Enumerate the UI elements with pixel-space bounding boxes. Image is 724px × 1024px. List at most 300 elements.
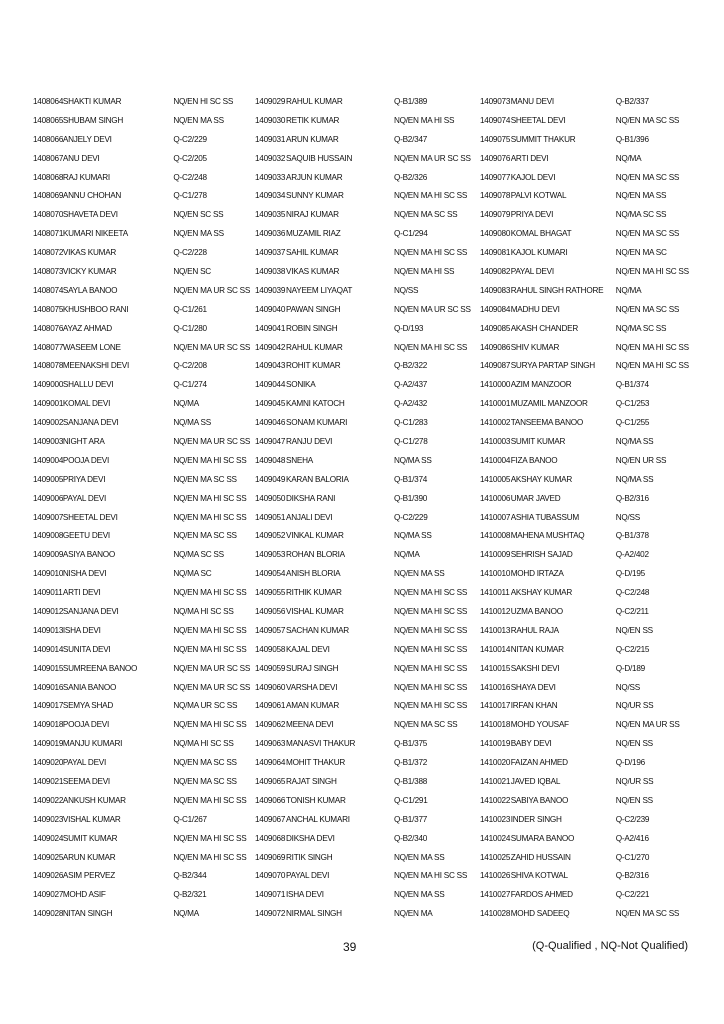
roll-number: 1409057	[255, 625, 286, 635]
roll-number: 1409064	[255, 758, 286, 768]
result-status: NQ/EN MA SS	[173, 229, 224, 239]
candidate-name: POOJA DEVI	[62, 455, 110, 465]
candidate-name: MEENA DEVI	[286, 720, 334, 730]
table-row	[255, 734, 480, 753]
candidate-name: ROBIN SINGH	[286, 323, 338, 333]
roll-number: 1409003	[33, 436, 63, 446]
result-status: Q-A2/416	[615, 833, 649, 843]
roll-number: 1410008	[480, 531, 511, 541]
table-row	[255, 829, 480, 848]
candidate-name: NIGHT ARA	[62, 436, 105, 446]
result-status: NQ/MA	[173, 399, 199, 409]
result-status: Q-C1/278	[394, 436, 428, 446]
candidate-name: SEEMA DEVI	[62, 777, 110, 786]
table-row	[480, 734, 693, 753]
result-status: NQ/EN MA UR SC SS	[173, 342, 251, 352]
table-row	[33, 508, 255, 527]
candidate-name: GEETU DEVI	[62, 531, 110, 541]
table-row	[480, 640, 693, 659]
candidate-name: ANJALI DEVI	[286, 512, 333, 522]
table-row	[33, 904, 255, 923]
candidate-name: AYAZ AHMAD	[62, 323, 112, 333]
candidate-name: MEENAKSHI DEVI	[62, 361, 129, 371]
roll-number: 1410022	[480, 795, 511, 805]
result-status: NQ/EN MA	[394, 909, 433, 919]
roll-number: 1409031	[255, 134, 286, 144]
result-status: Q-B1/389	[394, 96, 428, 106]
table-row	[255, 149, 480, 168]
table-row	[255, 432, 480, 451]
candidate-name: MOHD IRTAZA	[510, 569, 564, 579]
candidate-name: ARTI DEVI	[62, 588, 101, 598]
roll-number: 1409021	[33, 777, 63, 786]
result-status: Q-B2/322	[394, 361, 428, 371]
table-row	[255, 848, 480, 867]
candidate-name: MUZAMIL MANZOOR	[510, 399, 588, 409]
result-status: Q-B1/378	[615, 531, 649, 541]
result-status: NQ/EN MA HI SC SS	[173, 720, 247, 730]
candidate-name: KAMNI KATOCH	[286, 399, 345, 409]
table-row	[33, 545, 255, 564]
roll-number: 1409030	[255, 115, 286, 125]
roll-number: 1408071	[33, 229, 63, 239]
candidate-name: PRIYA DEVI	[62, 474, 106, 484]
table-row	[480, 92, 693, 111]
result-status: NQ/EN MA HI SC SS	[394, 625, 468, 635]
roll-number: 1410013	[480, 625, 511, 635]
table-row	[480, 130, 693, 149]
result-status: Q-B2/321	[173, 890, 207, 900]
table-row	[255, 904, 480, 923]
roll-number: 1409081	[480, 248, 511, 258]
table-row	[33, 829, 255, 848]
roll-number: 1410006	[480, 493, 511, 503]
table-row	[480, 168, 693, 187]
table-row	[33, 356, 255, 375]
candidate-name: RAJAT SINGH	[286, 777, 337, 786]
candidate-name: SANIA BANOO	[62, 682, 117, 692]
table-row	[480, 111, 693, 130]
roll-number: 1410016	[480, 682, 511, 692]
candidate-name: PALVI KOTWAL	[510, 191, 567, 201]
roll-number: 1410028	[480, 909, 511, 919]
roll-number: 1409006	[33, 493, 63, 503]
roll-number: 1409066	[255, 795, 286, 805]
table-row	[480, 829, 693, 848]
roll-number: 1409040	[255, 304, 286, 314]
table-row	[33, 489, 255, 508]
table-row	[480, 432, 693, 451]
result-status: Q-C2/229	[394, 512, 428, 522]
roll-number: 1410000	[480, 380, 511, 390]
table-row	[480, 375, 693, 394]
roll-number: 1409033	[255, 172, 286, 182]
table-row	[33, 564, 255, 583]
result-status: Q-C1/291	[394, 795, 428, 805]
table-row	[255, 564, 480, 583]
candidate-name: RETIK KUMAR	[286, 115, 340, 125]
roll-number: 1410002	[480, 418, 511, 428]
candidate-name: ASIM PERVEZ	[62, 871, 116, 881]
result-status: Q-B1/374	[394, 474, 428, 484]
candidate-name: UMAR JAVED	[510, 493, 561, 503]
table-row	[480, 281, 693, 300]
table-row	[480, 904, 693, 923]
table-row	[255, 451, 480, 470]
table-row	[255, 583, 480, 602]
result-status: NQ/EN MA SS	[394, 569, 445, 579]
roll-number: 1408068	[33, 172, 63, 182]
result-status: NQ/MA SC SS	[615, 210, 667, 220]
table-row	[255, 413, 480, 432]
candidate-name: SUMREENA BANOO	[62, 663, 138, 673]
roll-number: 1410005	[480, 474, 511, 484]
table-row	[480, 885, 693, 904]
candidate-name: MAHENA MUSHTAQ	[510, 531, 585, 541]
candidate-name: ANNU CHOHAN	[62, 191, 122, 201]
table-row	[255, 186, 480, 205]
candidate-name: SNEHA	[286, 455, 313, 465]
table-row	[255, 319, 480, 338]
roll-number: 1409065	[255, 777, 286, 786]
table-row	[33, 432, 255, 451]
roll-number: 1409023	[33, 814, 63, 824]
candidate-name: NITAN KUMAR	[510, 644, 564, 654]
result-status: NQ/MA	[615, 285, 642, 295]
table-row	[255, 281, 480, 300]
roll-number: 1409068	[255, 833, 286, 843]
roll-number: 1408077	[33, 342, 63, 352]
table-row	[480, 224, 693, 243]
result-status: NQ/MA	[394, 550, 420, 560]
result-status: NQ/SS	[394, 285, 419, 295]
roll-number: 1409002	[33, 418, 63, 428]
candidate-name: ISHA DEVI	[286, 890, 324, 900]
roll-number: 1409035	[255, 210, 286, 220]
table-row	[33, 205, 255, 224]
roll-number: 1410023	[480, 814, 511, 824]
roll-number: 1409024	[33, 833, 63, 843]
roll-number: 1409011	[33, 588, 63, 598]
result-status: NQ/EN HI SC SS	[173, 96, 234, 106]
candidate-name: MOHIT THAKUR	[286, 758, 346, 768]
table-row	[33, 715, 255, 734]
roll-number: 1409061	[255, 701, 286, 711]
roll-number: 1409025	[33, 852, 63, 862]
result-status: NQ/MA UR SC SS	[173, 701, 238, 711]
candidate-name: WASEEM LONE	[62, 342, 121, 352]
table-row	[255, 243, 480, 262]
result-status: Q-C2/248	[615, 588, 650, 598]
table-row	[33, 186, 255, 205]
result-status: Q-B2/337	[615, 96, 649, 106]
candidate-name: KOMAL BHAGAT	[510, 229, 572, 239]
result-status: NQ/MA SS	[173, 418, 211, 428]
candidate-name: SHAKTI KUMAR	[62, 96, 122, 106]
roll-number: 1410018	[480, 720, 511, 730]
table-row	[255, 791, 480, 810]
candidate-name: AZIM MANZOOR	[510, 380, 572, 390]
table-row	[33, 621, 255, 640]
table-row	[480, 564, 693, 583]
roll-number: 1409072	[255, 909, 286, 919]
table-row	[255, 92, 480, 111]
candidate-name: SAKSHI DEVI	[510, 663, 560, 673]
table-row	[480, 659, 693, 678]
roll-number: 1409060	[255, 682, 286, 692]
result-status: NQ/EN MA HI SC SS	[615, 361, 689, 371]
candidate-name: SANJANA DEVI	[62, 606, 119, 616]
candidate-name: ISHA DEVI	[62, 625, 101, 635]
table-row	[480, 356, 693, 375]
candidate-name: NIRMAL SINGH	[286, 909, 342, 919]
candidate-name: FAIZAN AHMED	[510, 758, 568, 768]
roll-number: 1408066	[33, 134, 63, 144]
candidate-name: PAYAL DEVI	[286, 871, 330, 881]
candidate-name: SHEETAL DEVI	[62, 512, 118, 522]
candidate-name: FIZA BANOO	[510, 455, 558, 465]
result-status: NQ/EN MA SC SS	[394, 720, 458, 730]
roll-number: 1409059	[255, 663, 286, 673]
candidate-name: NIRAJ KUMAR	[286, 210, 339, 220]
roll-number: 1409028	[33, 909, 63, 919]
result-status: Q-C1/283	[394, 418, 428, 428]
roll-number: 1409032	[255, 153, 286, 163]
result-status: NQ/EN MA HI SC SS	[394, 701, 468, 711]
table-row	[33, 394, 255, 413]
candidate-name: NITAN SINGH	[62, 909, 113, 919]
table-row	[255, 168, 480, 187]
table-row	[33, 413, 255, 432]
result-status: Q-C2/205	[173, 153, 207, 163]
roll-number: 1409005	[33, 474, 63, 484]
table-row	[480, 602, 693, 621]
table-row	[480, 489, 693, 508]
table-row	[33, 697, 255, 716]
result-status: Q-C1/278	[173, 191, 207, 201]
table-row	[255, 772, 480, 791]
roll-number: 1409083	[480, 285, 511, 295]
candidate-name: ROHAN BLORIA	[286, 550, 345, 560]
table-row	[255, 356, 480, 375]
roll-number: 1408076	[33, 323, 63, 333]
result-status: Q-C1/255	[615, 418, 650, 428]
result-status: NQ/UR SS	[615, 701, 654, 711]
candidate-name: RAHUL KUMAR	[286, 96, 343, 106]
roll-number: 1409020	[33, 758, 63, 768]
result-status: NQ/EN MA SS	[173, 115, 224, 125]
result-status: Q-C2/208	[173, 361, 207, 371]
table-row	[255, 678, 480, 697]
roll-number: 1408073	[33, 266, 63, 276]
result-status: Q-B1/372	[394, 758, 428, 768]
roll-number: 1409069	[255, 852, 286, 862]
result-status: NQ/SS	[615, 512, 640, 522]
result-status: NQ/MA	[615, 153, 642, 163]
table-row	[33, 810, 255, 829]
table-row	[480, 867, 693, 886]
table-row	[33, 659, 255, 678]
table-row	[480, 205, 693, 224]
result-status: NQ/EN MA SC	[615, 248, 667, 258]
table-row	[480, 319, 693, 338]
roll-number: 1408075	[33, 304, 63, 314]
candidate-name: AKSHAY KUMAR	[510, 474, 573, 484]
result-status: Q-A2/437	[394, 380, 428, 390]
result-status: NQ/EN MA HI SC SS	[615, 342, 689, 352]
candidate-name: RAHUL SINGH RATHORE	[510, 285, 604, 295]
candidate-name: PAWAN SINGH	[286, 304, 341, 314]
table-row	[480, 451, 693, 470]
candidate-name: SHIVA KOTWAL	[510, 871, 568, 881]
candidate-name: MANU DEVI	[510, 96, 554, 106]
roll-number: 1409051	[255, 512, 286, 522]
candidate-name: ANISH BLORIA	[286, 569, 341, 579]
roll-number: 1409045	[255, 399, 286, 409]
table-row	[33, 92, 255, 111]
roll-number: 1409039	[255, 285, 286, 295]
roll-number: 1409058	[255, 644, 286, 654]
result-status: Q-C2/228	[173, 248, 207, 258]
table-row	[255, 697, 480, 716]
result-status: Q-B2/326	[394, 172, 428, 182]
roll-number: 1408072	[33, 248, 63, 258]
candidate-name: ASIYA BANOO	[62, 550, 116, 560]
roll-number: 1409008	[33, 531, 63, 541]
roll-number: 1410003	[480, 436, 511, 446]
table-row	[480, 621, 693, 640]
candidate-name: SABIYA BANOO	[510, 795, 569, 805]
result-status: NQ/EN MA HI SC SS	[173, 795, 247, 805]
candidate-name: RITIK SINGH	[286, 852, 333, 862]
candidate-name: SURAJ SINGH	[286, 663, 339, 673]
candidate-name: KAJOL KUMARI	[510, 248, 568, 258]
roll-number: 1409067	[255, 814, 286, 824]
result-status: NQ/EN MA HI SC SS	[173, 852, 247, 862]
candidate-name: SHUBAM SINGH	[62, 115, 124, 125]
candidate-name: SEMYA SHAD	[62, 701, 113, 711]
table-row	[480, 715, 693, 734]
result-status: NQ/EN MA HI SC SS	[173, 493, 247, 503]
candidate-name: AKSHAY KUMAR	[510, 588, 573, 598]
result-status: Q-B1/390	[394, 493, 428, 503]
result-status: Q-C1/253	[615, 399, 650, 409]
candidate-name: SHAVETA DEVI	[62, 210, 118, 220]
roll-number: 1409044	[255, 380, 286, 390]
candidate-name: ARUN KUMAR	[62, 852, 116, 862]
candidate-name: UZMA BANOO	[510, 606, 563, 616]
candidate-name: ROHIT KUMAR	[286, 361, 341, 371]
roll-number: 1410025	[480, 852, 511, 862]
legend-note: (Q-Qualified , NQ-Not Qualified)	[532, 940, 688, 952]
result-status: NQ/EN SS	[615, 625, 653, 635]
result-status: NQ/EN SC SS	[173, 210, 224, 220]
table-row	[255, 508, 480, 527]
result-status: NQ/MA SS	[615, 436, 654, 446]
table-row	[33, 791, 255, 810]
candidate-name: ARJUN KUMAR	[286, 172, 343, 182]
result-status: Q-C2/211	[615, 606, 649, 616]
roll-number: 1409001	[33, 399, 63, 409]
roll-number: 1408069	[33, 191, 63, 201]
result-status: Q-B2/316	[615, 493, 649, 503]
roll-number: 1409050	[255, 493, 286, 503]
result-status: Q-B1/375	[394, 739, 428, 749]
candidate-name: SAQUIB HUSSAIN	[286, 153, 353, 163]
candidate-name: SURYA PARTAP SINGH	[510, 361, 595, 371]
roll-number: 1408070	[33, 210, 63, 220]
result-status: NQ/MA SC	[173, 569, 212, 579]
roll-number: 1409009	[33, 550, 63, 560]
result-status: NQ/EN MA HI SC SS	[394, 606, 468, 616]
candidate-name: ANJELY DEVI	[62, 134, 112, 144]
result-status: NQ/EN MA HI SC SS	[173, 833, 247, 843]
result-status: Q-B1/388	[394, 777, 428, 786]
result-status: NQ/EN MA UR SC SS	[394, 153, 471, 163]
roll-number: 1408065	[33, 115, 63, 125]
table-row	[480, 508, 693, 527]
result-status: NQ/MA SS	[394, 455, 432, 465]
result-status: Q-B2/347	[394, 134, 428, 144]
table-row	[33, 168, 255, 187]
candidate-name: POOJA DEVI	[62, 720, 110, 730]
candidate-name: INDER SINGH	[510, 814, 562, 824]
roll-number: 1409079	[480, 210, 511, 220]
result-status: NQ/MA SS	[615, 474, 654, 484]
table-row	[33, 224, 255, 243]
candidate-name: ZAHID HUSSAIN	[510, 852, 571, 862]
candidate-name: SHIV KUMAR	[510, 342, 560, 352]
result-status: NQ/MA	[173, 909, 199, 919]
table-row	[255, 111, 480, 130]
result-status: Q-B1/374	[615, 380, 649, 390]
table-row	[33, 470, 255, 489]
candidate-name: VIKAS KUMAR	[62, 248, 117, 258]
table-row	[255, 205, 480, 224]
result-status: NQ/EN MA HI SS	[394, 115, 455, 125]
table-row	[33, 451, 255, 470]
table-row	[255, 753, 480, 772]
roll-number: 1409004	[33, 455, 63, 465]
candidate-name: SONAM KUMARI	[286, 418, 348, 428]
roll-number: 1410010	[480, 569, 511, 579]
result-status: NQ/EN UR SS	[615, 455, 667, 465]
roll-number: 1408078	[33, 361, 63, 371]
table-row	[480, 545, 693, 564]
candidate-name: DIKSHA DEVI	[286, 833, 335, 843]
roll-number: 1409074	[480, 115, 511, 125]
table-row	[480, 394, 693, 413]
table-row	[255, 375, 480, 394]
roll-number: 1409010	[33, 569, 63, 579]
result-status: NQ/EN MA SC SS	[615, 172, 680, 182]
table-row	[255, 130, 480, 149]
candidate-name: RAJ KUMARI	[62, 172, 110, 182]
result-status: NQ/EN SC	[173, 266, 211, 276]
candidate-name: NISHA DEVI	[62, 569, 107, 579]
candidate-name: ANKUSH KUMAR	[62, 795, 126, 805]
roll-number: 1409046	[255, 418, 286, 428]
roll-number: 1409049	[255, 474, 286, 484]
result-status: NQ/EN SS	[615, 739, 653, 749]
roll-number: 1408074	[33, 285, 63, 295]
table-row	[33, 678, 255, 697]
roll-number: 1409055	[255, 588, 286, 598]
candidate-name: PAYAL DEVI	[62, 493, 107, 503]
table-row	[33, 149, 255, 168]
result-status: Q-C2/221	[615, 890, 650, 900]
table-row	[255, 810, 480, 829]
